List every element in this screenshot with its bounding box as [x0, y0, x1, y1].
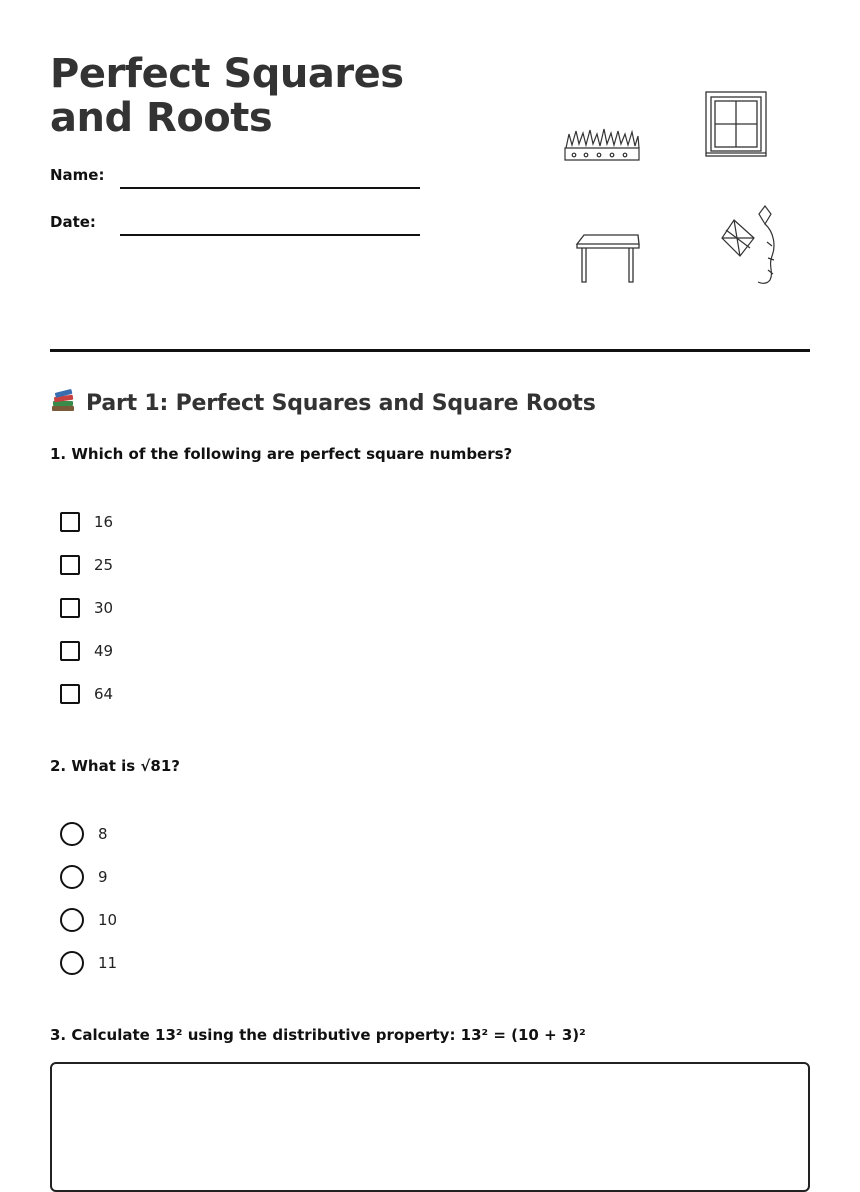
part-1-title: Part 1: Perfect Squares and Square Roots — [86, 391, 596, 416]
section-divider — [50, 349, 810, 352]
radio-button[interactable] — [60, 951, 84, 975]
q2-option[interactable] — [60, 951, 117, 975]
q2-option[interactable] — [60, 908, 117, 932]
grass-planter-icon — [562, 124, 642, 164]
option-label: 8 — [98, 825, 108, 843]
radio-button[interactable] — [60, 822, 84, 846]
books-icon — [50, 388, 76, 414]
checkbox[interactable] — [60, 555, 80, 575]
checkbox[interactable] — [60, 512, 80, 532]
name-label: Name: — [50, 166, 105, 184]
table-icon — [574, 232, 642, 286]
option-label: 25 — [94, 556, 114, 574]
option-label: 11 — [98, 954, 118, 972]
checkbox[interactable] — [60, 641, 80, 661]
checkbox[interactable] — [60, 684, 80, 704]
part-1-heading — [50, 388, 596, 416]
option-label: 10 — [98, 911, 118, 929]
option-label: 9 — [98, 868, 108, 886]
q2-option[interactable] — [60, 822, 108, 846]
q2-option[interactable] — [60, 865, 108, 889]
radio-button[interactable] — [60, 865, 84, 889]
checkbox[interactable] — [60, 598, 80, 618]
question-2-text: 2. What is √81? — [50, 757, 180, 775]
option-label: 64 — [94, 685, 114, 703]
date-field[interactable] — [120, 234, 420, 236]
radio-button[interactable] — [60, 908, 84, 932]
date-label: Date: — [50, 213, 96, 231]
option-label: 30 — [94, 599, 114, 617]
answer-textarea[interactable] — [50, 1062, 810, 1192]
q1-option[interactable] — [60, 596, 113, 620]
q1-option[interactable] — [60, 639, 113, 663]
kite-icon — [718, 202, 784, 290]
name-field[interactable] — [120, 187, 420, 189]
q1-option[interactable] — [60, 510, 113, 534]
q1-option[interactable] — [60, 553, 113, 577]
question-1-text: 1. Which of the following are perfect square numbers? — [50, 445, 513, 463]
question-3-text: 3. Calculate 13² using the distributive property: 13² = (10 + 3)² — [50, 1026, 586, 1044]
option-label: 16 — [94, 513, 114, 531]
q1-option[interactable] — [60, 682, 113, 706]
window-icon — [704, 90, 768, 158]
option-label: 49 — [94, 642, 114, 660]
page-title: Perfect Squares and Roots — [50, 51, 404, 141]
